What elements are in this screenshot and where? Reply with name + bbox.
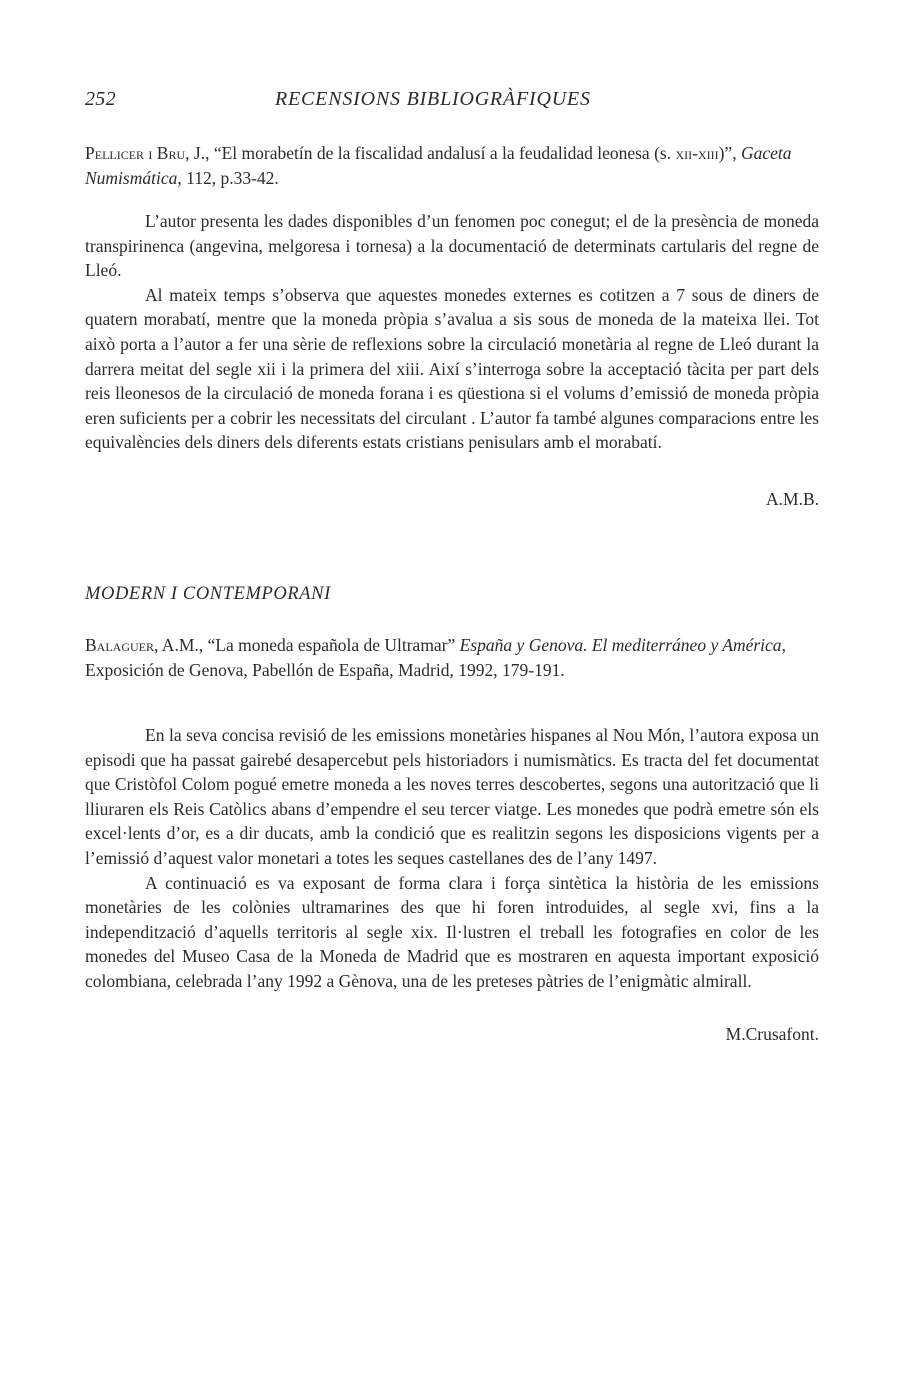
page-number: 252 <box>85 88 116 110</box>
review-1-author: Pellicer i Bru <box>85 143 186 163</box>
review-2-citation: , Exposición de Genova, Pabellón de España, Madrid, 1992, 179-191. <box>85 634 786 680</box>
document-page <box>85 88 819 1045</box>
review-2-author: Balaguer <box>85 634 155 655</box>
review-1-citation: , 112, p.33-42. <box>177 168 279 188</box>
review-2-paragraph: A continuació es va exposant de forma clara i força sintètica la història de les emissions monetàries de les colònies ultramarines des que hi foren introduides, al segle xvi, fins a la independització d’aquells territoris al segle xix. Il·lustren el treball les fotografies en color de les monedes del Museo Casa de la Moneda de Madrid que es mostraren en aquesta important exposició colombiana, celebrada l’any 1992 a Gènova, una de les preteses pàtries de l’enigmàtic almirall. <box>85 872 819 991</box>
review-2-author-initial: , A.M., <box>154 634 208 655</box>
review-1-journal: Gaceta Numismática <box>85 143 792 188</box>
review-2-paragraph: En la seva concisa revisió de les emissions monetàries hispanes al Nou Món, l’autora exposa un episodi que ha passat gairebé desapercebut pels historiadors i numismàtics. Es tracta del fet documentat que Cristòfol Colom pogué emetre moneda a les noves terres descobertes, segons una autorització que li lliuraren els Reis Catòlics abans d’empendre el seu tercer viatge. Les monedes que podrà emetre són els excel·lents d’or, es a dir ducats, amb la condició que es realitzin segons les disposicions vigents per a l’emissió d’aquest valor monetari a totes les seques castellanes des de l’any 1497. <box>85 724 819 868</box>
page-header <box>85 88 819 111</box>
review-1-title: “El morabetín de la fiscalidad andalusí a la feudalidad leonesa (s. <box>213 143 676 163</box>
review-1-title-end: )”, <box>718 143 741 163</box>
review-2-signature: M.Crusafont. <box>725 1024 819 1045</box>
review-2-publication: España y Genova. El mediterráneo y América <box>459 634 782 655</box>
review-2-reference <box>85 633 819 683</box>
review-2-title: “La moneda española de Ultramar” <box>207 634 460 655</box>
review-1-signature: A.M.B. <box>766 488 819 509</box>
review-1-centuries: xii-xiii <box>675 143 719 163</box>
review-1-author-initial: , J., <box>185 143 214 163</box>
review-1-reference <box>85 141 819 191</box>
running-title: RECENSIONS BIBLIOGRÀFIQUES <box>275 88 591 110</box>
section-heading: MODERN I CONTEMPORANI <box>85 583 331 604</box>
review-1-paragraph: Al mateix temps s’observa que aquestes monedes externes es cotitzen a 7 sous de diners de quatern morabatí, mentre que la moneda pròpia s’avalua a sis sous de moneda de la mateixa llei. Tot això porta a l’autor a fer una sèrie de reflexions sobre la circulació monetària al regne de Lleó durant la darrera meitat del segle xii i la primera del xiii. Així s’interroga sobre la acceptació tàcita per part dels reis lleonesos de la circulació de moneda forana i es qüestiona si el volums d’emissió de moneda pròpia eren suficients per a cobrir les necessitats del circulant . L’autor fa també algunes comparacions entre les equivalències dels diners dels diferents estats cristians penisulars amb el morabatí. <box>85 284 819 453</box>
review-1-paragraph: L’autor presenta les dades disponibles d’un fenomen poc conegut; el de la presència de moneda transpirinenca (angevina, melgoresa i tornesa) a la documentació de determinats cartularis del regne de Lleó. <box>85 211 819 281</box>
